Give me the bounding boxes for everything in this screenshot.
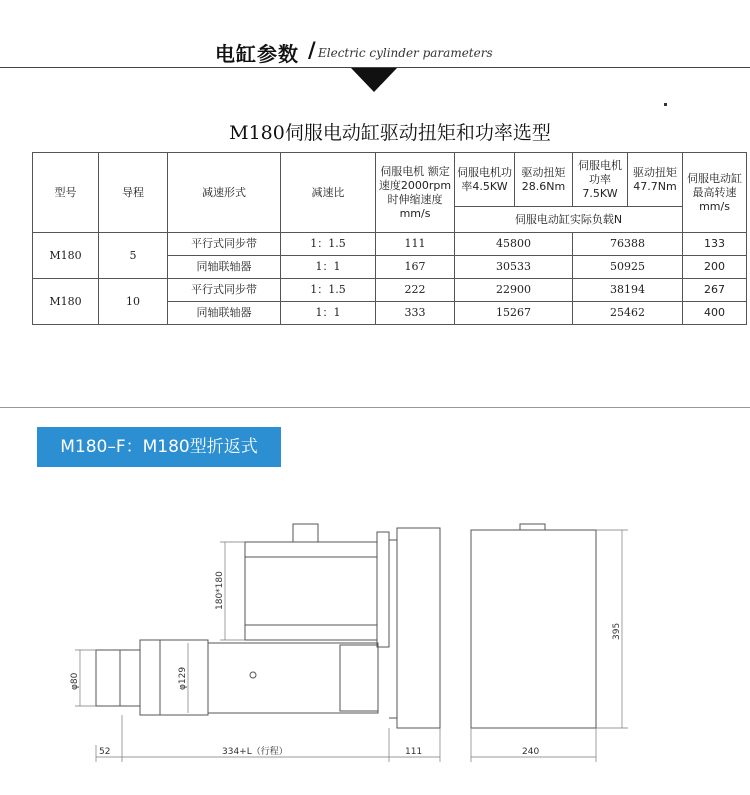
cell-lead: 5	[99, 233, 168, 279]
dim-width: 240	[522, 747, 540, 757]
cell-load2: 76388	[573, 233, 683, 256]
header-speed: 伺服电机 额定速度2000rpm时伸缩速度mm/s	[376, 153, 455, 233]
cell-speed: 333	[376, 302, 455, 325]
dim-front: 52	[99, 747, 111, 757]
cell-model: M180	[33, 279, 99, 325]
decorative-dot	[664, 103, 667, 106]
header-model: 型号	[33, 153, 99, 233]
header-motor2-torque: 驱动扭矩47.7Nm	[628, 153, 683, 207]
down-triangle-icon	[351, 68, 397, 92]
front-view-top	[520, 524, 545, 530]
table-title: M180伺服电动缸驱动扭矩和功率选型	[229, 122, 551, 144]
dim-plate: 111	[405, 747, 423, 757]
cylinder-head	[140, 640, 208, 715]
cell-load1: 30533	[455, 256, 573, 279]
dim-motor-size: 180*180	[215, 571, 225, 610]
header-lead: 导程	[99, 153, 168, 233]
header-motor1-torque: 驱动扭矩28.6Nm	[515, 153, 573, 207]
cell-ratio: 1：1	[281, 256, 376, 279]
header-title-en: Electric cylinder parameters	[318, 46, 493, 60]
rod-end	[96, 650, 140, 706]
cell-ratio: 1：1.5	[281, 233, 376, 256]
front-view-body	[471, 530, 596, 728]
section-divider	[0, 407, 750, 408]
cell-load2: 38194	[573, 279, 683, 302]
cell-load1: 45800	[455, 233, 573, 256]
cell-ratio: 1：1	[281, 302, 376, 325]
cell-load2: 50925	[573, 256, 683, 279]
header-max-speed: 伺服电动缸最高转速mm/s	[683, 153, 747, 233]
cell-ratio: 1：1.5	[281, 279, 376, 302]
side-plate	[397, 528, 440, 728]
cell-speed: 222	[376, 279, 455, 302]
header-title-cn: 电缸参数	[215, 42, 299, 66]
spec-table	[32, 152, 747, 325]
cell-type: 同轴联轴器	[168, 302, 281, 325]
header-reduction-type: 减速形式	[168, 153, 281, 233]
section-header	[0, 0, 750, 96]
motor-flange-top	[293, 524, 318, 542]
grease-port	[250, 672, 256, 678]
table-row	[33, 233, 747, 256]
dim-rod-diameter: φ80	[70, 672, 80, 690]
header-motor1-power: 伺服电机功率4.5KW	[455, 153, 515, 207]
cell-load2: 25462	[573, 302, 683, 325]
dim-body: 334+L（行程）	[222, 747, 288, 757]
cell-type: 平行式同步带	[168, 233, 281, 256]
header-actual-load: 伺服电动缸实际负载N	[455, 207, 683, 233]
cell-lead: 10	[99, 279, 168, 325]
cell-load1: 22900	[455, 279, 573, 302]
cell-speed: 167	[376, 256, 455, 279]
dim-body-diameter: φ129	[178, 666, 188, 690]
header-ratio: 减速比	[281, 153, 376, 233]
model-badge: M180–F：M180型折返式	[37, 427, 281, 467]
technical-drawing	[0, 500, 750, 795]
cylinder-body	[208, 643, 378, 713]
cell-max: 400	[683, 302, 747, 325]
cell-max: 267	[683, 279, 747, 302]
cell-max: 133	[683, 233, 747, 256]
cell-max: 200	[683, 256, 747, 279]
cell-type: 同轴联轴器	[168, 256, 281, 279]
header-slash: /	[308, 38, 316, 62]
cell-load1: 15267	[455, 302, 573, 325]
table-row	[33, 279, 747, 302]
motor-end-cap	[377, 532, 389, 647]
cell-type: 平行式同步带	[168, 279, 281, 302]
cell-speed: 111	[376, 233, 455, 256]
cell-model: M180	[33, 233, 99, 279]
header-motor2-power: 伺服电机功率7.5KW	[573, 153, 628, 207]
dim-height: 395	[612, 622, 622, 640]
